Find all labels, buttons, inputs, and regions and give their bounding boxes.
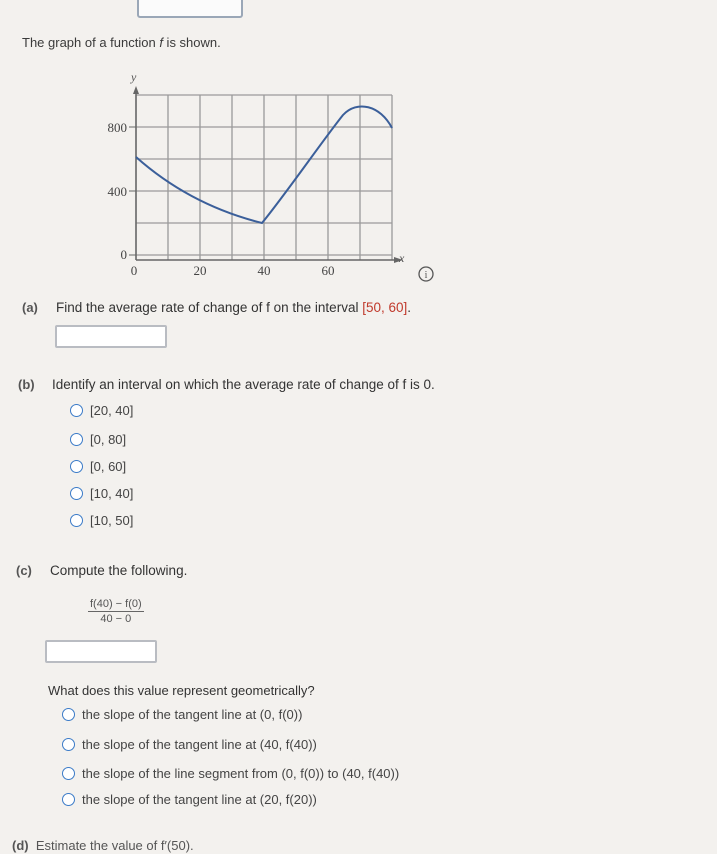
radio-button[interactable]: [70, 404, 83, 417]
y-tick-800: 800: [107, 120, 127, 135]
part-b-option-2[interactable]: [0, 80]: [70, 432, 126, 447]
radio-button[interactable]: [70, 487, 83, 500]
part-b-prompt: Identify an interval on which the average rate of change of f is 0.: [52, 377, 435, 392]
part-c-option-4[interactable]: the slope of the tangent line at (20, f(20)): [62, 792, 317, 807]
svg-text:i: i: [424, 270, 428, 281]
part-c-option-3[interactable]: the slope of the line segment from (0, f(0)) to (40, f(40)): [62, 766, 399, 781]
part-a-answer-input[interactable]: [55, 325, 167, 348]
grid: [136, 95, 392, 260]
radio-button[interactable]: [70, 433, 83, 446]
part-d-heading: [12, 838, 194, 853]
part-c-prompt: Compute the following.: [50, 563, 188, 578]
part-b-option-4[interactable]: [10, 40]: [70, 486, 133, 501]
x-axis-label: x: [399, 251, 405, 265]
function-graph: [95, 70, 428, 285]
x-tick-20: 20: [193, 263, 207, 278]
radio-button[interactable]: [62, 767, 75, 780]
answer-box-previous[interactable]: [137, 0, 243, 18]
part-c-option-2[interactable]: the slope of the tangent line at (40, f(40)): [62, 737, 317, 752]
part-c-option-1[interactable]: the slope of the tangent line at (0, f(0)): [62, 707, 302, 722]
part-b-option-5[interactable]: [10, 50]: [70, 513, 133, 528]
radio-button[interactable]: [62, 708, 75, 721]
part-c-answer-input[interactable]: [45, 640, 157, 663]
part-c-label: (c): [16, 563, 32, 578]
radio-button[interactable]: [62, 793, 75, 806]
x-tick-0: 0: [130, 263, 138, 278]
part-d-prompt: Estimate the value of f′(50).: [35, 838, 194, 853]
intro-text: The graph of a function f is shown.: [22, 35, 221, 50]
radio-button[interactable]: [62, 738, 75, 751]
part-c-question: What does this value represent geometrically?: [48, 683, 315, 698]
radio-button[interactable]: [70, 460, 83, 473]
x-tick-40: 40: [257, 263, 271, 278]
part-a-label: (a): [22, 300, 38, 315]
fraction-numerator: f(40) − f(0): [90, 598, 142, 610]
y-tick-400: 400: [107, 184, 127, 199]
part-b-option-1[interactable]: [20, 40]: [70, 403, 133, 418]
y-axis-arrow: [133, 86, 139, 94]
part-b-label: (b): [18, 377, 35, 392]
fraction-denominator: 40 − 0: [100, 613, 132, 625]
part-d-label: (d): [12, 838, 29, 853]
radio-button[interactable]: [70, 514, 83, 527]
y-axis-label: y: [131, 70, 137, 84]
y-tick-0: 0: [120, 247, 127, 262]
part-a-interval: [50, 60]: [362, 300, 408, 315]
x-tick-60: 60: [321, 263, 335, 278]
part-a-prompt: Find the average rate of change of f on the interval [50, 60].: [56, 300, 412, 315]
part-b-option-3[interactable]: [0, 60]: [70, 459, 126, 474]
info-icon: [419, 267, 433, 281]
difference-quotient: [88, 598, 144, 625]
